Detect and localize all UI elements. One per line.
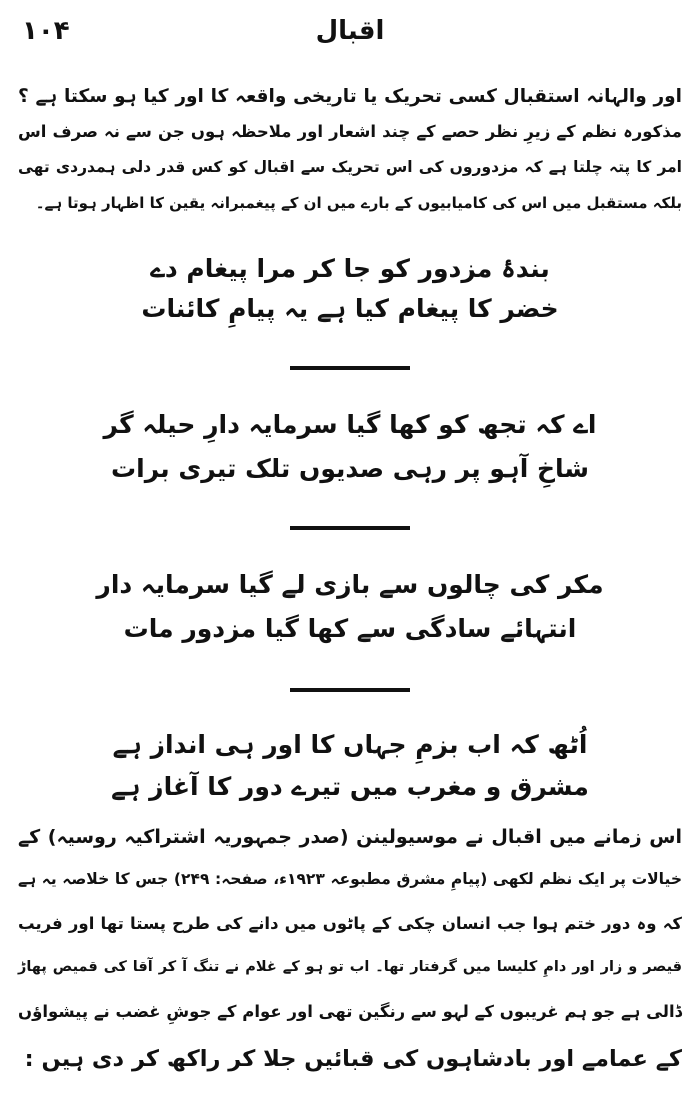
prose-line: اس زمانے میں اقبال نے موسیولینن (صدر جمہوریہ اشتراکیہ روسیہ) کے — [18, 826, 682, 848]
verse-line: انتہائے سادگی سے کھا گیا مزدور مات — [123, 614, 577, 643]
prose-line: خیالات پر ایک نظم لکھی (پیامِ مشرق مطبوعہ ۱۹۲۳ء، صفحہ: ۲۴۹) جس کا خلاصہ یہ ہے — [18, 870, 683, 888]
verse-line: مکر کی چالوں سے بازی لے گیا سرمایہ دار — [96, 570, 604, 599]
stanza-divider — [290, 366, 410, 370]
prose-line: مذکورہ نظم کے زیرِ نظر حصے کے چند اشعار اور ملاحظہ ہوں جن سے نہ صرف اس — [18, 122, 682, 141]
prose-line: قیصر و زار اور دامِ کلیسا میں گرفتار تھا۔ اب تو ہو کے غلام نے تنگ آ کر آقا کی قمیص پھاڑ — [18, 959, 682, 975]
prose-line: امر کا پتہ چلتا ہے کہ مزدوروں کی اس تحریک سے اقبال کو کس قدر دلی ہمدردی تھی — [18, 158, 682, 176]
prose-line: کہ وہ دور ختم ہوا جب انسان چکی کے پاٹوں میں دانے کی طرح پستا تھا اور فریب — [18, 914, 682, 933]
verse-line: خضر کا پیغام کیا ہے یہ پیامِ کائنات — [141, 294, 559, 323]
prose-line: ڈالی ہے جو ہم غریبوں کے لہو سے رنگین تھی اور عوام کے جوشِ غضب نے پیشواؤں — [18, 1002, 682, 1021]
verse-line: اے کہ تجھ کو کھا گیا سرمایہ دارِ حیلہ گر — [103, 410, 597, 439]
verse-line: بندۂ مزدور کو جا کر مرا پیغام دے — [150, 254, 550, 283]
verse-line: شاخِ آہو پر رہی صدیوں تلک تیری برات — [111, 454, 589, 483]
page-number: ۱۰۴ — [22, 16, 70, 46]
verse-line: مشرق و مغرب میں تیرے دور کا آغاز ہے — [111, 772, 589, 801]
prose-line: کے عمامے اور بادشاہوں کی قبائیں جلا کر راکھ کر دی ہیں : — [24, 1046, 682, 1072]
running-title: اقبال — [315, 16, 385, 46]
stanza-divider — [290, 526, 410, 530]
page-header — [0, 10, 700, 50]
stanza-divider — [290, 688, 410, 692]
prose-line: اور والہانہ استقبال کسی تحریک یا تاریخی واقعہ کا اور کیا ہو سکتا ہے ؟ — [18, 86, 682, 107]
verse-line: اُٹھ کہ اب بزمِ جہاں کا اور ہی انداز ہے — [112, 730, 588, 759]
prose-line: بلکہ مستقبل میں اس کی کامیابیوں کے بارے میں ان کے پیغمبرانہ یقین کا اظہار ہوتا ہے۔ — [35, 194, 682, 212]
